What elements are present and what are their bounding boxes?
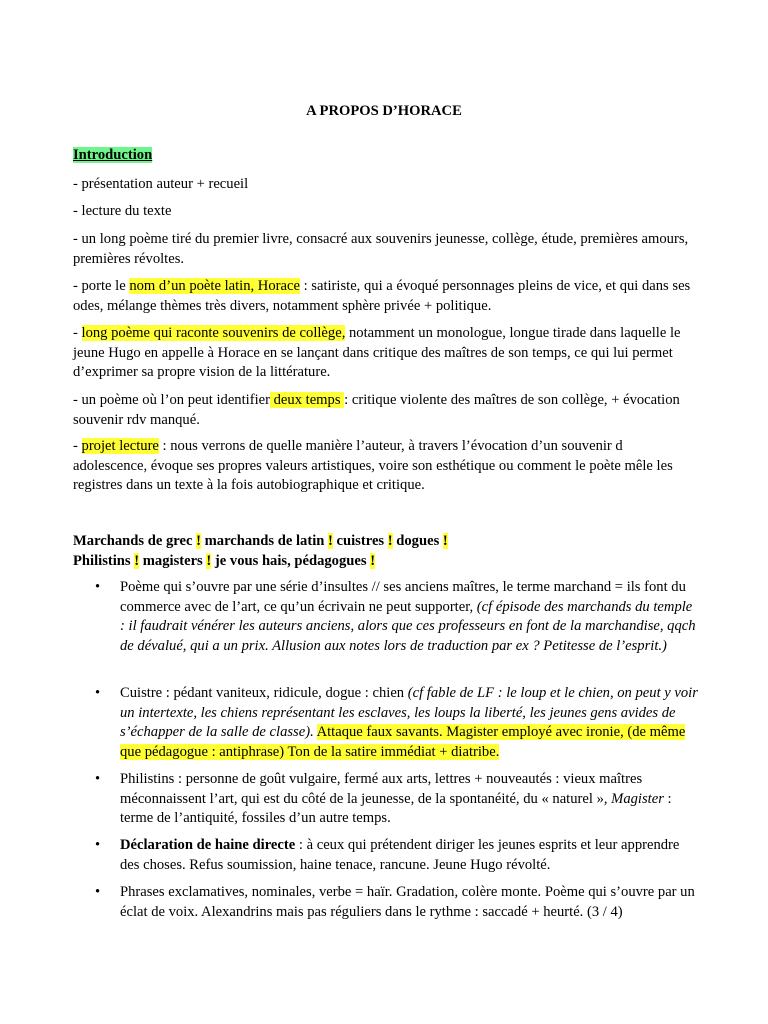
p5-highlight: long poème qui raconte souvenirs de collège,	[81, 325, 346, 341]
intro-heading-text: Introduction	[73, 147, 153, 163]
quote-line-2	[73, 552, 698, 572]
intro-paragraph-2: - lecture du texte	[73, 203, 172, 219]
intro-paragraph-1: - présentation auteur + recueil	[73, 176, 249, 192]
bullet-text: Philistins : personne de goût vulgaire, fermé aux arts, lettres + nouveautés : vieux maîtres méconnaissent l’art, qui est du côté de la jeunesse, de la spontanéité, du « naturel »,	[120, 771, 643, 807]
p4-highlight: nom d’un poète latin, Horace	[129, 278, 300, 294]
p4-start: - porte le	[73, 278, 130, 294]
quote-line-1	[73, 532, 698, 552]
exclamation-mark: !	[206, 553, 212, 569]
bullet-italic: Magister	[611, 790, 664, 807]
intro-paragraph-5	[73, 324, 698, 383]
list-item	[73, 578, 698, 656]
quote-text: Marchands de grec	[73, 533, 197, 549]
exclamation-mark: !	[134, 553, 140, 569]
list-item	[73, 684, 698, 762]
p7-start: -	[73, 438, 82, 454]
p6-start: - un poème où l’on peut identifier	[73, 392, 270, 408]
quote-text: dogues	[392, 533, 443, 549]
list-item	[73, 836, 698, 875]
intro-heading	[73, 146, 698, 166]
intro-paragraph-7	[73, 437, 698, 496]
bullet-text: Cuistre : pédant vaniteux, ridicule, dogue : chien	[120, 685, 408, 701]
exclamation-mark: !	[196, 533, 201, 549]
quote-text: cuistres	[332, 533, 388, 549]
list-item	[73, 770, 698, 829]
quote-text: je vous hais, pédagogues	[211, 553, 371, 569]
intro-paragraph-6	[73, 391, 698, 430]
exclamation-mark: !	[387, 533, 393, 549]
bullet-text: : à ceux qui prétendent diriger les jeunes esprits et leur apprendre des choses. Refus soumission, haine tenace, rancune. Jeune Hugo révolté.	[120, 837, 680, 873]
page-title: A PROPOS D’HORACE	[306, 103, 462, 119]
p6-highlight: deux temps	[269, 392, 345, 408]
intro-paragraph-4	[73, 277, 698, 316]
bullet-bold: Déclaration de haine directe	[120, 837, 296, 853]
exclamation-mark: !	[370, 553, 376, 569]
bullet-text: : terme de l’antiquité, fossiles d’un autre temps.	[120, 790, 672, 827]
exclamation-mark: !	[442, 533, 448, 549]
bullet-italic: (cf épisode des marchands du temple : il faudrait vénérer les auteurs anciens, alors que ces professeurs en font de la marchandise, qqch de dévalué, qui a un prix. Allusion aux notes lors de traduction par ex ? Petitesse de l’esprit.)	[120, 598, 696, 654]
list-item: • Phrases exclamatives, nominales, verbe = haïr. Gradation, colère monte. Poème qui s’ouvre par un éclat de voix. Alexandrins mais pas réguliers dans le rythme : saccadé + heurté. (3 / 4)	[73, 883, 698, 922]
bullet-text: Poème qui s’ouvre par une série d’insultes // ses anciens maîtres, le terme marchand = ils font du commerce avec de l’art, ce qu’un écrivain ne peut supporter,	[120, 579, 686, 615]
p5-end: notamment un monologue, longue tirade dans laquelle le jeune Hugo en appelle à Horace en se lançant dans critique des maîtres de son temps, ce qui lui permet d’exprimer sa propre vision de la littérature.	[73, 325, 681, 381]
p6-end: : critique violente des maîtres de son collège, + évocation souvenir rdv manqué.	[73, 392, 680, 428]
quote-text: Philistins	[73, 553, 135, 569]
p7-end: : nous verrons de quelle manière l’auteur, à travers l’évocation d’un souvenir d adolescence, évoque ses propres valeurs artistiques, voire son esthétique ou comment le poète mêle les registres dans un texte à la fois autobiographique et critique.	[73, 438, 673, 494]
bullet-highlight: Attaque faux savants. Magister employé avec ironie, (de même que pédagogue : antiphrase) Ton de la satire immédiat + diatribe.	[120, 724, 686, 760]
exclamation-mark: !	[328, 533, 333, 549]
p7-highlight: projet lecture	[81, 438, 159, 454]
bullet-italic: (cf fable de LF : le loup et le chien, on peut y voir un intertexte, les chiens représentant les esclaves, les loups la liberté, les jeunes gens avides de s’échapper de la salle de classe).	[120, 685, 698, 741]
p4-end: : satiriste, qui a évoqué personnages pleins de vice, et qui dans ses odes, mélange thèmes très divers, notamment sphère privée + politique.	[73, 278, 691, 314]
quote-text: marchands de latin	[200, 533, 329, 549]
quote-text: magisters	[139, 553, 207, 569]
intro-paragraph-3: - un long poème tiré du premier livre, consacré aux souvenirs jeunesse, collège, étude, premières amours, premières révoltes.	[73, 231, 689, 267]
p5-start: -	[73, 325, 82, 341]
